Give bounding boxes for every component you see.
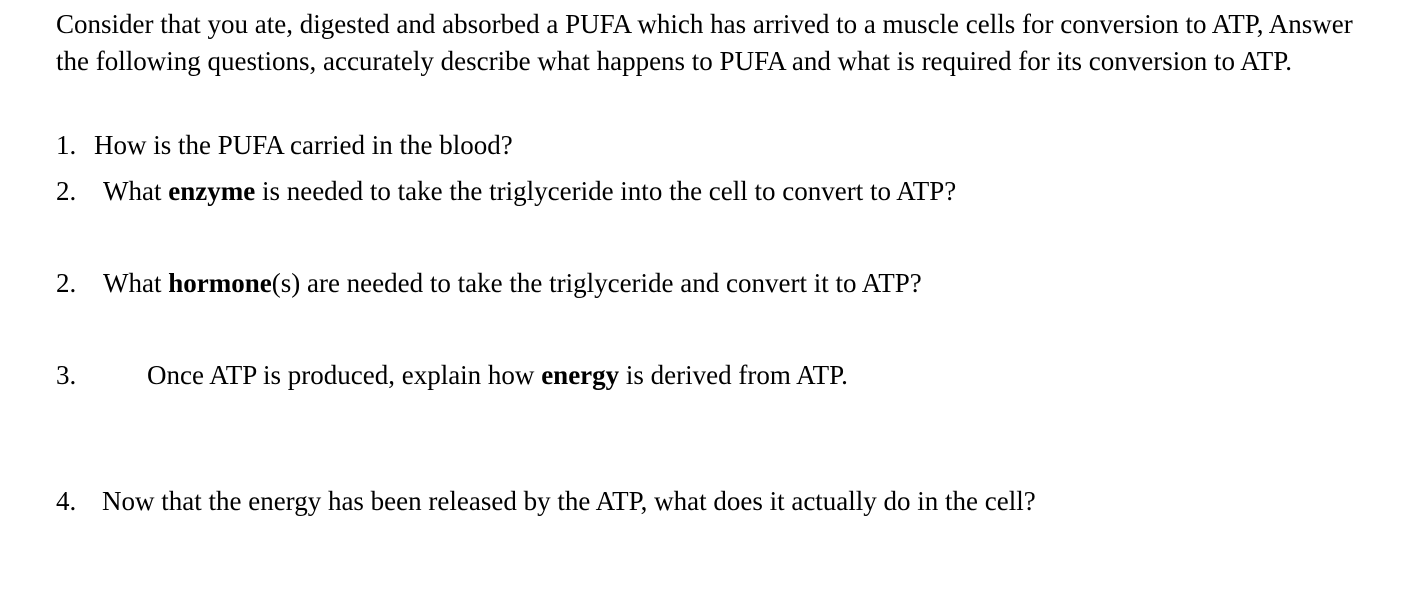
question-text: Once ATP is produced, explain how xyxy=(147,360,542,390)
question-text: Now that the energy has been released by the ATP, what does it actually do in the cell? xyxy=(102,486,1036,516)
question-item-2 xyxy=(56,173,956,209)
question-keyword: energy xyxy=(541,360,620,390)
question-keyword: enzyme xyxy=(168,176,256,206)
question-number: 1. xyxy=(56,130,77,160)
question-text: is needed to take the triglyceride into the cell to convert to ATP? xyxy=(255,176,957,206)
intro-paragraph: Consider that you ate, digested and absorbed a PUFA which has arrived to a muscle cells for conversion to ATP, Answer the following questions, accurately describe what happens to PUFA and what is required for its conversion to ATP. xyxy=(56,9,1353,76)
question-number: 4. xyxy=(56,486,77,516)
question-text: What xyxy=(103,176,169,206)
question-number: 3. xyxy=(56,360,77,390)
question-text: is derived from ATP. xyxy=(619,360,848,390)
question-number: 2. xyxy=(56,176,77,206)
question-item-1 xyxy=(56,127,513,163)
question-item-5 xyxy=(56,483,1036,519)
question-keyword: hormone xyxy=(168,268,272,298)
question-text: (s) are needed to take the triglyceride and convert it to ATP? xyxy=(271,268,922,298)
question-text: What xyxy=(103,268,169,298)
question-text: How is the PUFA carried in the blood? xyxy=(94,130,513,160)
question-number: 2. xyxy=(56,268,77,298)
question-item-3 xyxy=(56,265,922,301)
question-item-4 xyxy=(56,357,848,393)
